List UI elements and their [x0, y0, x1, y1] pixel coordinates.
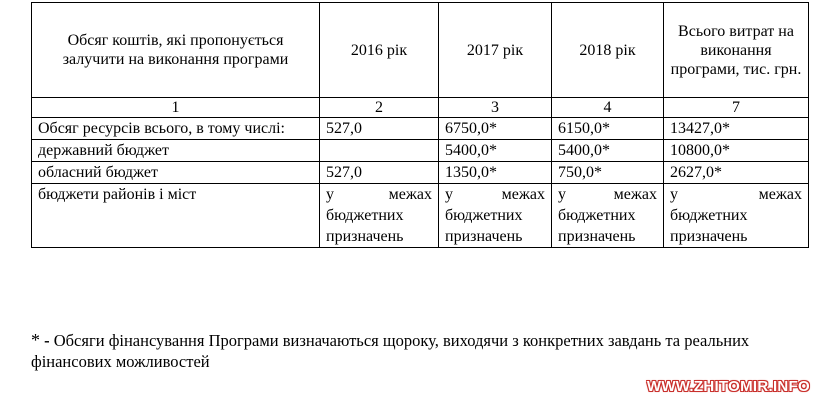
- header-2016: 2016 рік: [320, 3, 439, 98]
- footnote-dash: -: [40, 331, 54, 350]
- table-row: [32, 118, 809, 140]
- footnote-text: Обсяги фінансування Програми визначаються щороку, виходячи з конкретних завдань та реальних фінансових можливостей: [31, 331, 750, 371]
- cell-2018: у межах бюджетних призначень: [552, 184, 664, 248]
- cell-2017: 1350,0*: [439, 162, 552, 184]
- cell-2018: 6150,0*: [552, 118, 664, 140]
- cell-2017: у межах бюджетних призначень: [439, 184, 552, 248]
- row-label: обласний бюджет: [32, 162, 320, 184]
- column-number: 4: [552, 98, 664, 118]
- cell-total: у межах бюджетних призначень: [664, 184, 809, 248]
- row-label: державний бюджет: [32, 140, 320, 162]
- row-label: Обсяг ресурсів всього, в тому числі:: [32, 118, 320, 140]
- header-funding-volume: Обсяг коштів, які пропонується залучити на виконання програми: [32, 3, 320, 98]
- cell-2017: 5400,0*: [439, 140, 552, 162]
- site-watermark: WWW.ZHITOMIR.INFO: [646, 378, 810, 395]
- column-number: 2: [320, 98, 439, 118]
- column-number: 3: [439, 98, 552, 118]
- cell-2016: 527,0: [320, 162, 439, 184]
- cell-total: 10800,0*: [664, 140, 809, 162]
- column-number: 1: [32, 98, 320, 118]
- table-row: [32, 162, 809, 184]
- table-header-row: [32, 3, 809, 98]
- cell-total: 2627,0*: [664, 162, 809, 184]
- cell-2017: 6750,0*: [439, 118, 552, 140]
- cell-2016: 527,0: [320, 118, 439, 140]
- table-row: [32, 184, 809, 248]
- column-number-row: [32, 98, 809, 118]
- header-2018: 2018 рік: [552, 3, 664, 98]
- row-label: бюджети районів і міст: [32, 184, 320, 248]
- cell-2016: у межах бюджетних призначень: [320, 184, 439, 248]
- cell-total: 13427,0*: [664, 118, 809, 140]
- table-row: [32, 140, 809, 162]
- cell-2018: 5400,0*: [552, 140, 664, 162]
- cell-2016: [320, 140, 439, 162]
- footnote-asterisk: *: [31, 330, 40, 350]
- header-2017: 2017 рік: [439, 3, 552, 98]
- header-total: Всього витрат на виконання програми, тис. грн.: [664, 3, 809, 98]
- financing-table: [31, 2, 809, 248]
- cell-2018: 750,0*: [552, 162, 664, 184]
- footnote: [31, 330, 801, 372]
- column-number: 7: [664, 98, 809, 118]
